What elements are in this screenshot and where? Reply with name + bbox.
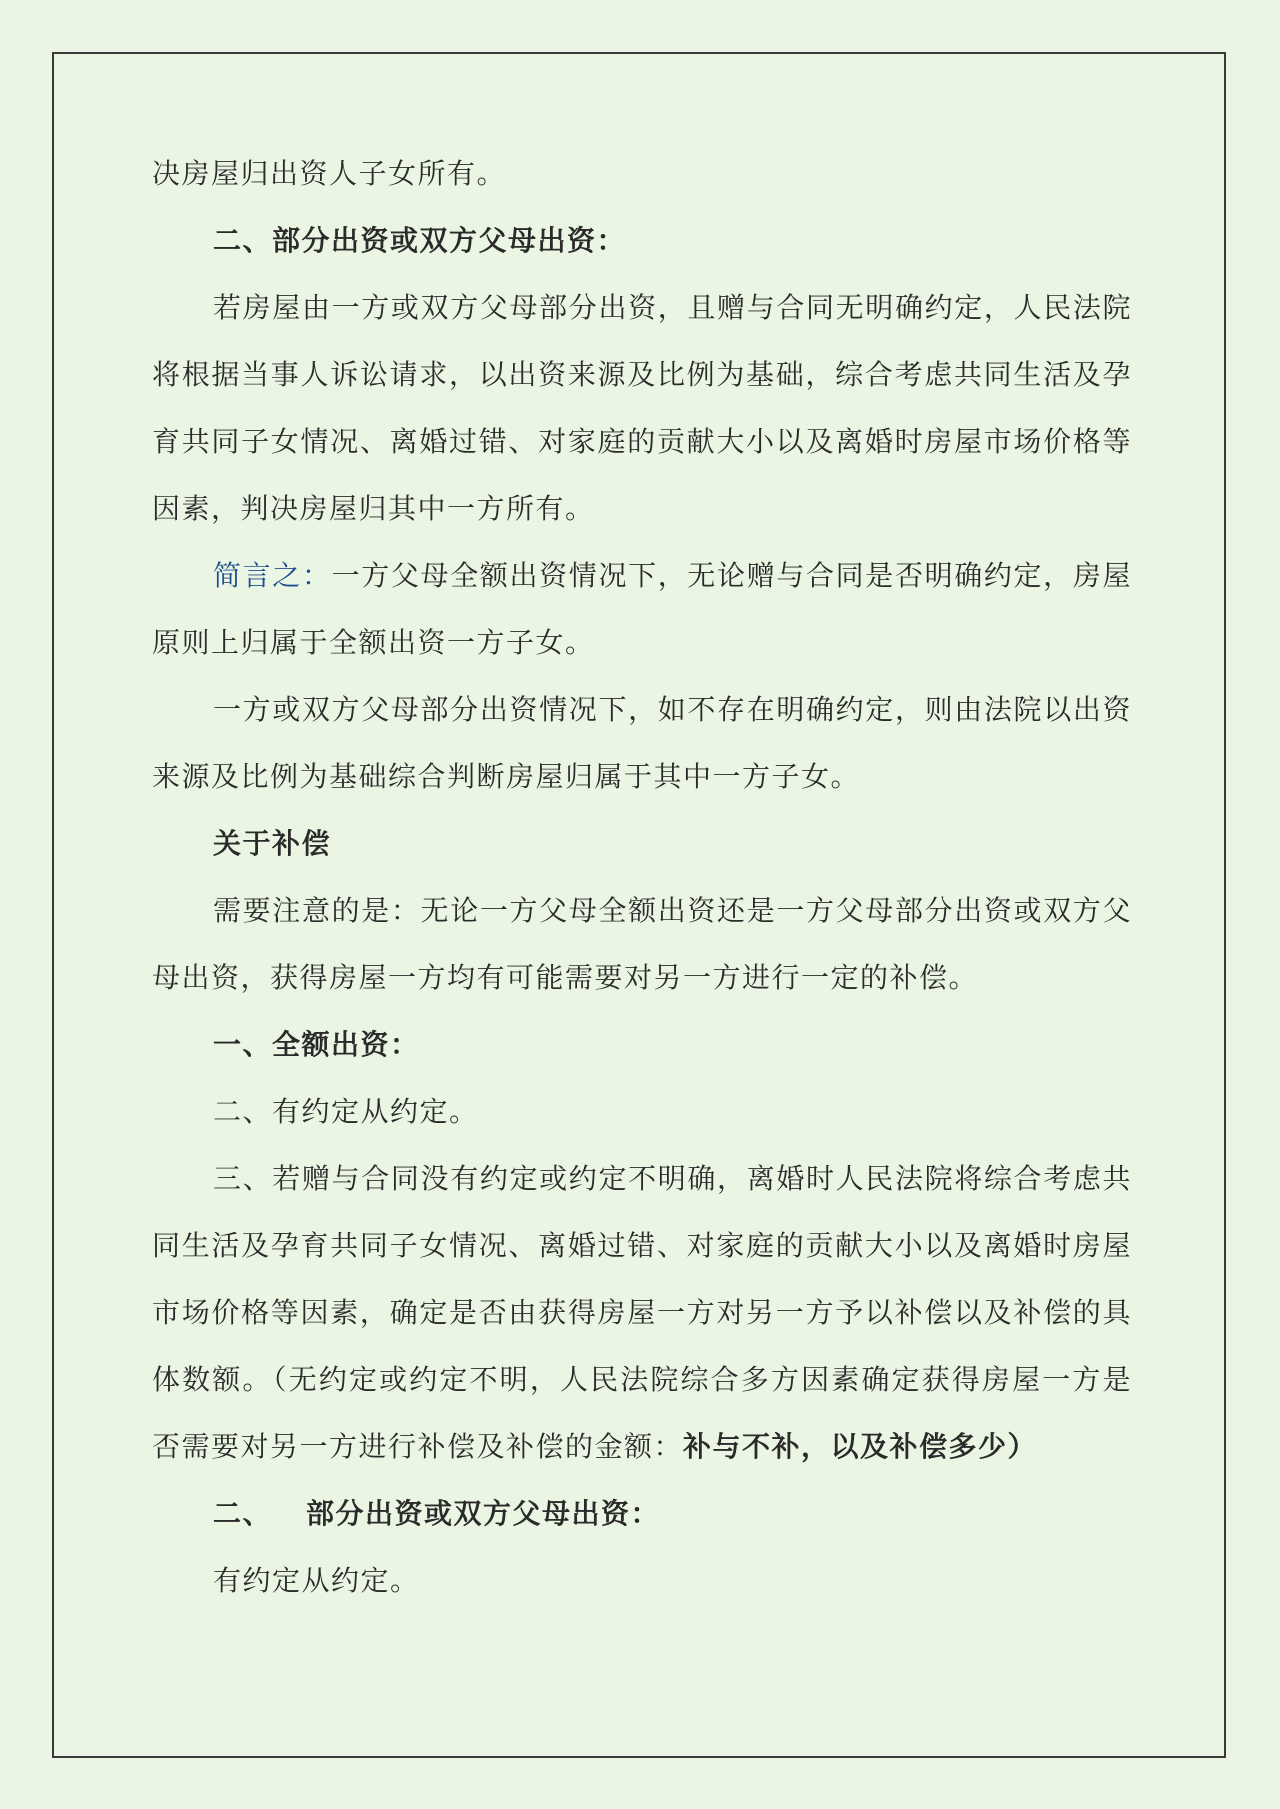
paragraph-agreement-rule: 二、有约定从约定。 (213, 1095, 479, 1128)
heading-partial-contribution-2 (152, 1480, 1132, 1547)
no-agreement-bold: 补与不补，以及补偿多少） (683, 1430, 1038, 1463)
heading-number: 二、 (213, 1497, 273, 1530)
document-body (152, 140, 1132, 1614)
heading-full-contribution: 一、全额出资： (213, 1028, 420, 1061)
paragraph-partial-contribution: 若房屋由一方或双方父母部分出资，且赠与合同无明确约定，人民法院将根据当事人诉讼请求，以出资来源及比例为基础，综合考虑共同生活及孕育共同子女情况、离婚过错、对家庭的贡献大小以及离婚时房屋市场价格等因素，判决房屋归其中一方所有。 (152, 291, 1132, 525)
no-agreement-text: 三、若赠与合同没有约定或约定不明确，离婚时人民法院将综合考虑共同生活及孕育共同子女情况、离婚过错、对家庭的贡献大小以及离婚时房屋市场价格等因素，确定是否由获得房屋一方对另一方予以补偿以及补偿的具体数额。（无约定或约定不明，人民法院综合多方因素确定获得房屋一方是否需要对另一方进行补偿及补偿的金额： (152, 1162, 1132, 1463)
heading-compensation: 关于补偿 (213, 827, 332, 860)
paragraph-continuation: 决房屋归出资人子女所有。 (152, 157, 507, 190)
paragraph-summary (152, 542, 1132, 676)
paragraph-compensation-note: 需要注意的是：无论一方父母全额出资还是一方父母部分出资或双方父母出资，获得房屋一方均有可能需要对另一方进行一定的补偿。 (152, 894, 1132, 994)
paragraph-agreement-rule-2: 有约定从约定。 (213, 1564, 420, 1597)
summary-text: 一方父母全额出资情况下，无论赠与合同是否明确约定，房屋原则上归属于全额出资一方子女。 (152, 559, 1132, 659)
paragraph-summary-partial: 一方或双方父母部分出资情况下，如不存在明确约定，则由法院以出资来源及比例为基础综合判断房屋归属于其中一方子女。 (152, 693, 1132, 793)
heading-text: 部分出资或双方父母出资： (306, 1497, 661, 1530)
summary-label: 简言之： (213, 559, 332, 592)
heading-partial-contribution: 二、部分出资或双方父母出资： (213, 224, 627, 257)
paragraph-no-agreement (152, 1145, 1132, 1480)
